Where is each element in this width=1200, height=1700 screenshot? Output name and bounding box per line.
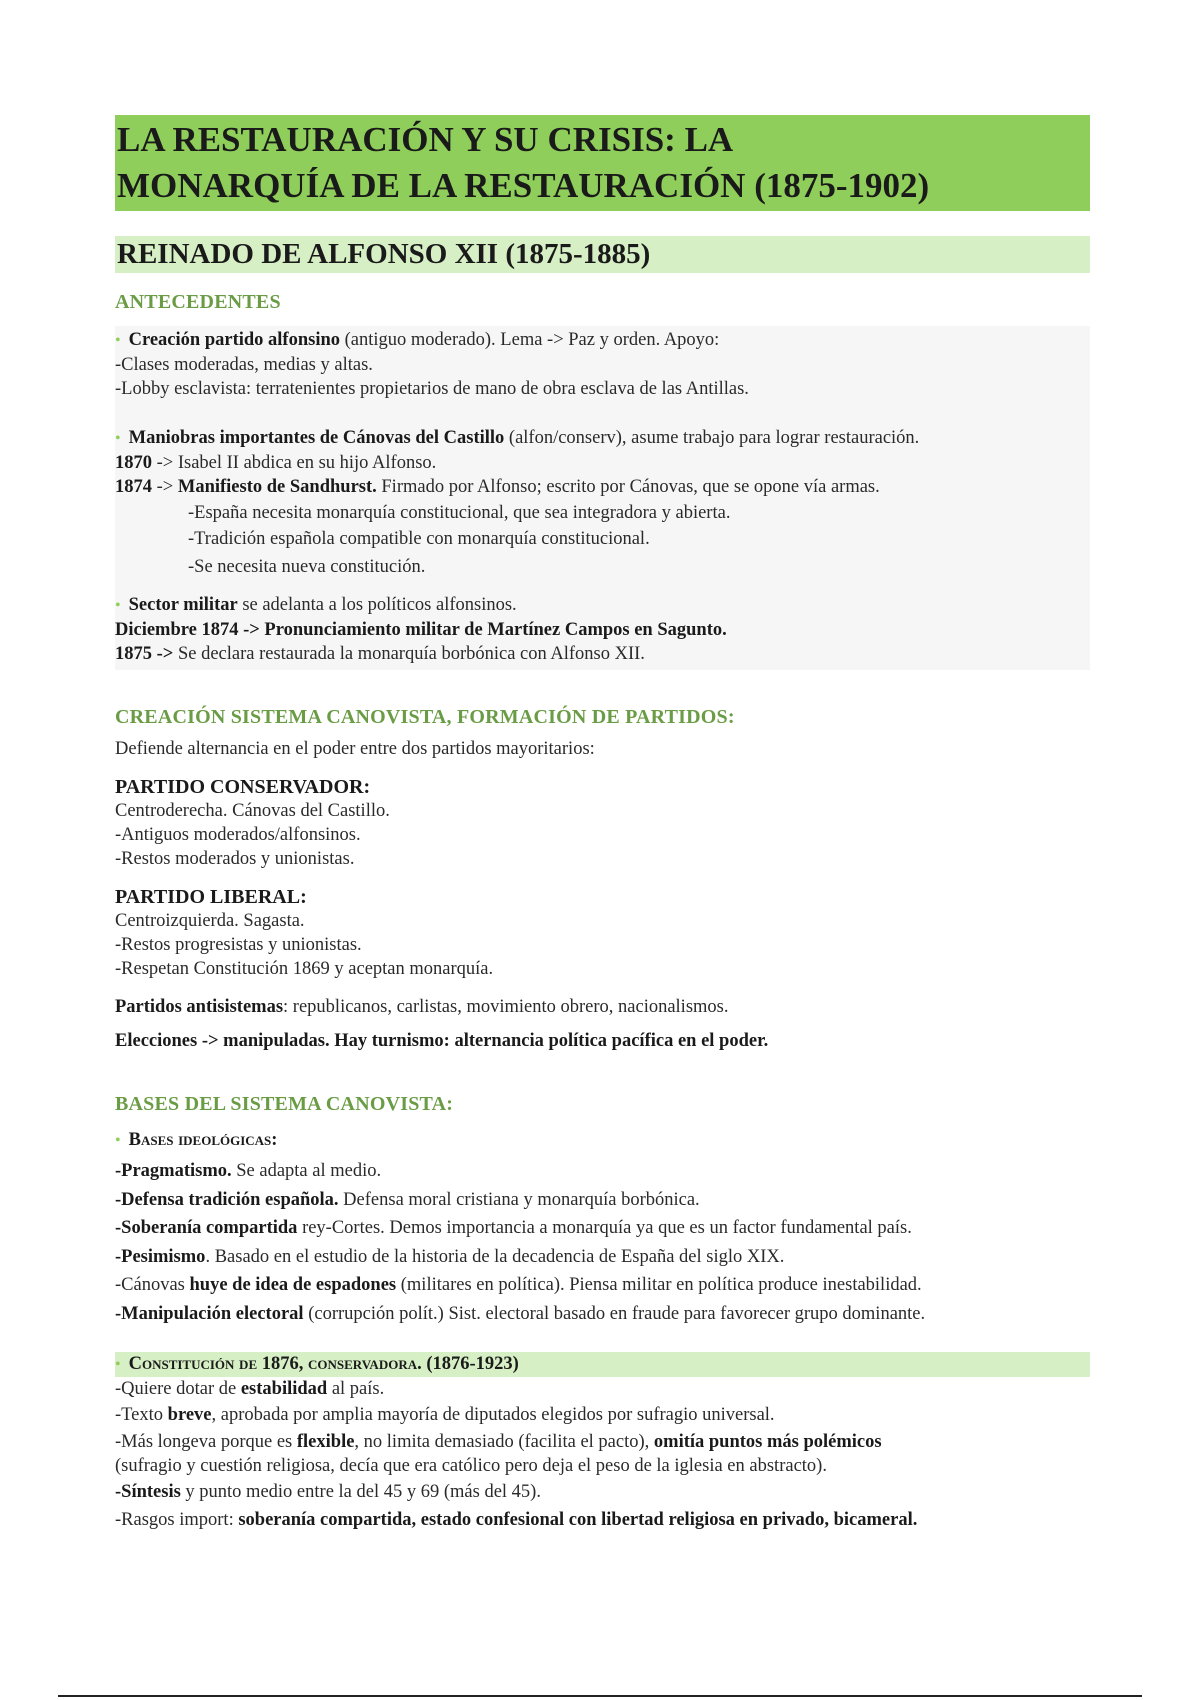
ideo-5-bold: huye de idea de espadones xyxy=(189,1275,397,1295)
arrow-text: -> xyxy=(152,477,178,497)
p2-bold: Maniobras importantes de Cánovas del Castillo xyxy=(128,428,505,448)
ideologicas-list xyxy=(115,1157,1090,1328)
p2-line-2-text: -> Isabel II abdica en su hijo Alfonso. xyxy=(152,453,437,473)
ideo-1-bold: -Pragmatismo. xyxy=(115,1161,232,1181)
constitucion-list xyxy=(115,1377,1090,1535)
const-3-bold-2: omitía puntos más polémicos xyxy=(653,1431,882,1452)
p2-indent-3: -Se necesita nueva constitución. xyxy=(188,557,426,577)
conservador-line-1: Centroderecha. Cánovas del Castillo. xyxy=(115,801,390,821)
p2-text: (alfon/conserv), asume trabajo para lograr restauración. xyxy=(504,428,920,448)
bases-heading: BASES DEL SISTEMA CANOVISTA: xyxy=(115,1093,454,1115)
year-1870: 1870 xyxy=(115,453,152,473)
ideologicas-label: Bases ideológicas: xyxy=(128,1130,278,1150)
constitucion-heading xyxy=(115,1352,1090,1377)
ideo-2-bold: -Defensa tradición española. xyxy=(115,1189,339,1210)
title-line-2: MONARQUÍA DE LA RESTAURACIÓN (1875-1902) xyxy=(117,166,930,205)
document-page xyxy=(115,115,1090,1535)
antecedentes-p2 xyxy=(115,426,1090,451)
const-1-bold: estabilidad xyxy=(240,1379,328,1399)
bullet-icon: • xyxy=(115,597,121,614)
bullet-icon: • xyxy=(115,1132,121,1149)
liberal-line-3: -Respetan Constitución 1869 y aceptan monarquía. xyxy=(115,959,494,979)
creacion-heading: CREACIÓN SISTEMA CANOVISTA, FORMACIÓN DE PARTIDOS: xyxy=(115,706,735,728)
ideo-item-2 xyxy=(115,1186,1090,1215)
creacion-intro: Defiende alternancia en el poder entre dos partidos mayoritarios: xyxy=(115,739,595,759)
const-3-bold: flexible xyxy=(296,1431,355,1452)
ideo-3-text: rey-Cortes. Demos importancia a monarquía ya que es un factor fundamental país. xyxy=(297,1218,912,1238)
const-1-pre: -Quiere dotar de xyxy=(115,1379,241,1399)
ideo-item-4 xyxy=(115,1243,1090,1272)
antisistema-bold: Partidos antisistemas xyxy=(115,997,284,1017)
p3-line-3 xyxy=(115,642,1090,666)
liberal-line-2: -Restos progresistas y unionistas. xyxy=(115,935,362,955)
elecciones-line xyxy=(115,1029,1090,1053)
manifiesto-bold: Manifiesto de Sandhurst. xyxy=(177,477,377,497)
liberal-line-1: Centroizquierda. Sagasta. xyxy=(115,911,305,931)
p2-line-2 xyxy=(115,451,1090,475)
const-2-pre: -Texto xyxy=(115,1405,168,1425)
year-1874: 1874 xyxy=(115,477,152,497)
conservador-line-3: -Restos moderados y unionistas. xyxy=(115,849,355,869)
p2-line-3 xyxy=(115,475,1090,499)
antecedentes-block xyxy=(115,326,1090,670)
ideo-6-text: (corrupción polít.) Sist. electoral basado en fraude para favorecer grupo dominante. xyxy=(303,1303,926,1324)
p3-text: se adelanta a los políticos alfonsinos. xyxy=(237,595,517,615)
year-1875: 1875 -> xyxy=(115,644,174,664)
const-3-mid: , no limita demasiado (facilita el pacto), xyxy=(354,1431,654,1452)
liberal-heading: PARTIDO LIBERAL: xyxy=(115,886,307,908)
ideo-item-6 xyxy=(115,1300,1090,1329)
ideo-5-pre: -Cánovas xyxy=(115,1275,190,1295)
ideo-6-bold: -Manipulación electoral xyxy=(115,1303,304,1324)
ideo-2-text: Defensa moral cristiana y monarquía borbónica. xyxy=(338,1189,700,1210)
p3-bold: Sector militar xyxy=(128,595,238,615)
bullet-icon: • xyxy=(115,332,121,349)
p3-line-3-text: Se declara restaurada la monarquía borbónica con Alfonso XII. xyxy=(173,644,645,664)
const-1-text: al país. xyxy=(327,1379,385,1399)
p1-bold: Creación partido alfonsino xyxy=(128,330,341,350)
constitucion-label: Constitución de 1876, conservadora. (1876-1923) xyxy=(128,1354,519,1374)
bullet-icon: • xyxy=(115,430,121,447)
const-2-bold: breve xyxy=(167,1405,212,1425)
ideo-4-bold: -Pesimismo xyxy=(115,1246,206,1267)
antecedentes-p3 xyxy=(115,593,1090,618)
antisistema-text: : republicanos, carlistas, movimiento obrero, nacionalismos. xyxy=(283,997,729,1017)
section-subtitle: REINADO DE ALFONSO XII (1875-1885) xyxy=(115,236,1090,273)
ideo-1-text: Se adapta al medio. xyxy=(231,1161,382,1181)
antisistema-line xyxy=(115,995,1090,1019)
ideo-item-5 xyxy=(115,1271,1090,1300)
const-5-pre: -Rasgos import: xyxy=(115,1510,239,1530)
ideologicas-heading xyxy=(115,1128,1090,1153)
p3-line-2-bold: Diciembre 1874 -> Pronunciamiento militar de Martínez Campos en Sagunto. xyxy=(115,620,727,640)
const-3-pre: -Más longeva porque es xyxy=(115,1431,297,1452)
conservador-heading: PARTIDO CONSERVADOR: xyxy=(115,776,371,798)
elecciones-bold: Elecciones -> manipuladas. Hay turnismo: alternancia política pacífica en el poder. xyxy=(115,1031,769,1051)
ideo-4-text: . Basado en el estudio de la historia de la decadencia de España del siglo XIX. xyxy=(205,1246,785,1267)
ideo-item-1 xyxy=(115,1157,1090,1186)
antecedentes-heading: ANTECEDENTES xyxy=(115,291,281,313)
const-item-5 xyxy=(115,1506,1090,1535)
const-item-1 xyxy=(115,1377,1090,1401)
ideo-3-bold: -Soberanía compartida xyxy=(115,1218,298,1238)
p2-indent-2: -Tradición española compatible con monarquía constitucional. xyxy=(188,529,650,549)
bullet-icon: • xyxy=(115,1356,121,1373)
title-line-1: LA RESTAURACIÓN Y SU CRISIS: LA xyxy=(117,120,734,159)
p2-line-3-text: Firmado por Alfonso; escrito por Cánovas, que se opone vía armas. xyxy=(376,477,880,497)
conservador-line-2: -Antiguos moderados/alfonsinos. xyxy=(115,825,361,845)
const-item-2 xyxy=(115,1401,1090,1430)
const-item-4 xyxy=(115,1478,1090,1507)
const-4-bold: -Síntesis xyxy=(115,1481,181,1502)
p1-line-2: -Clases moderadas, medias y altas. xyxy=(115,355,373,375)
const-2-text: , aprobada por amplia mayoría de diputados elegidos por sufragio universal. xyxy=(211,1405,775,1425)
antecedentes-p1 xyxy=(115,328,1090,353)
page-title xyxy=(115,115,1090,211)
ideo-5-text: (militares en política). Piensa militar en política produce inestabilidad. xyxy=(396,1275,922,1295)
p1-line-3: -Lobby esclavista: terratenientes propietarios de mano de obra esclava de las Antillas. xyxy=(115,379,749,399)
p1-text: (antiguo moderado). Lema -> Paz y orden. Apoyo: xyxy=(340,330,720,350)
const-5-bold: soberanía compartida, estado confesional con libertad religiosa en privado, bicameral. xyxy=(238,1510,918,1530)
p2-indent-1: -España necesita monarquía constitucional, que sea integradora y abierta. xyxy=(188,503,731,523)
p3-line-2 xyxy=(115,618,1090,642)
ideo-item-3 xyxy=(115,1214,1090,1243)
const-4-text: y punto medio entre la del 45 y 69 (más del 45). xyxy=(180,1481,541,1502)
const-item-3b: (sufragio y cuestión religiosa, decía que era católico pero deja el peso de la iglesia en abstracto). xyxy=(115,1455,827,1476)
page-bottom-rule xyxy=(58,1695,1142,1697)
bases-block xyxy=(115,1128,1090,1535)
const-item-3 xyxy=(115,1430,1090,1454)
creacion-block xyxy=(115,737,1090,1053)
